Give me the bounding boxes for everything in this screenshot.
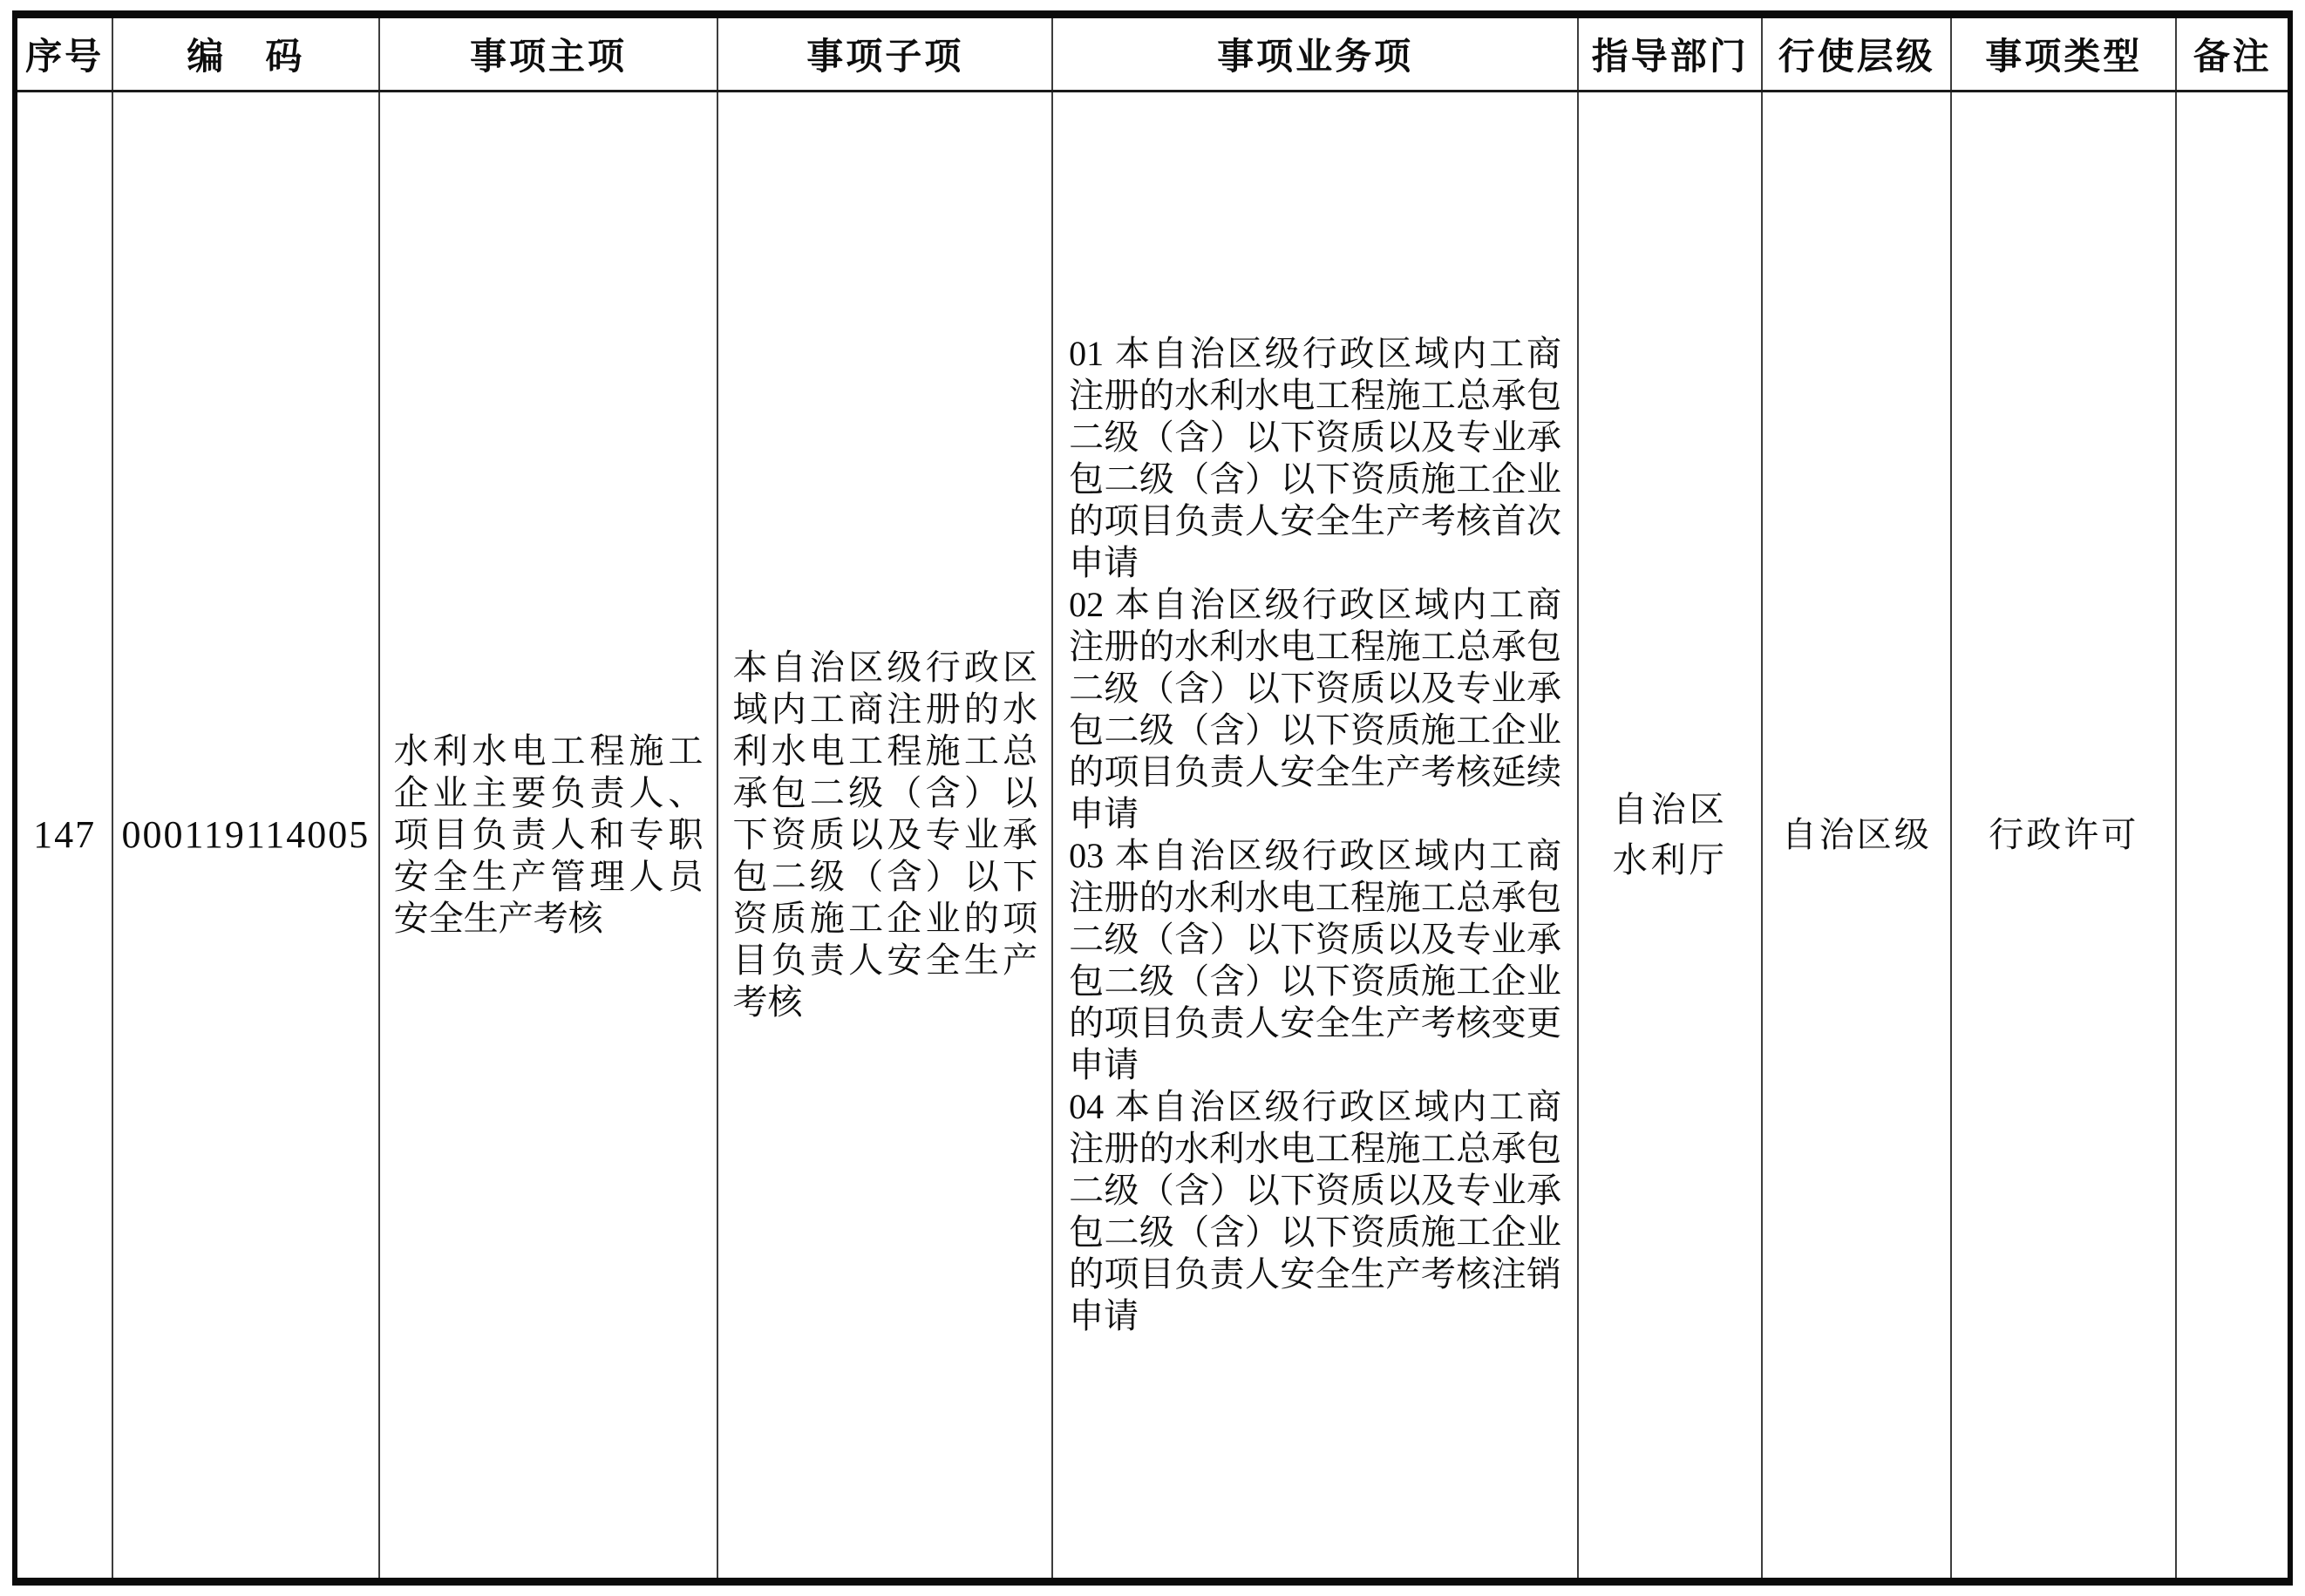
exercise-level: 自治区级 <box>1781 815 1932 854</box>
department-line-2: 水利厅 <box>1612 840 1728 879</box>
cell-serial <box>15 92 112 1582</box>
header-serial: 序号 <box>15 15 112 92</box>
cell-level <box>1762 92 1951 1582</box>
header-type: 事项类型 <box>1951 15 2176 92</box>
header-department: 指导部门 <box>1578 15 1762 92</box>
cell-main-item: 水利水电工程施工企业主要负责人、项目负责人和专职安全生产管理人员安全生产考核 <box>379 92 718 1582</box>
cell-department <box>1578 92 1762 1582</box>
business-item-02: 02 本自治区级行政区域内工商注册的水利水电工程施工总承包二级（含）以下资质以及专业承包二级（含）以下资质施工企业的项目负责人安全生产考核延续申请 <box>1069 585 1562 833</box>
item-code: 000119114005 <box>121 812 371 856</box>
cell-remark <box>2176 92 2290 1582</box>
cell-type <box>1951 92 2176 1582</box>
table-header-row <box>15 15 2290 92</box>
header-sub-item: 事项子项 <box>717 15 1052 92</box>
cell-sub-item: 本自治区级行政区域内工商注册的水利水电工程施工总承包二级（含）以下资质以及专业承包二级（含）以下资质施工企业的项目负责人安全生产考核 <box>717 92 1052 1582</box>
cell-code <box>112 92 378 1582</box>
department-name <box>1579 784 1761 886</box>
business-item-03: 03 本自治区级行政区域内工商注册的水利水电工程施工总承包二级（含）以下资质以及专业承包二级（含）以下资质施工企业的项目负责人安全生产考核变更申请 <box>1069 836 1562 1084</box>
table-row <box>15 92 2290 1582</box>
header-level: 行使层级 <box>1762 15 1951 92</box>
admin-items-table <box>12 10 2293 1586</box>
department-line-1: 自治区 <box>1612 790 1728 829</box>
item-type: 行政许可 <box>1989 815 2139 854</box>
cell-business-items <box>1052 92 1578 1582</box>
business-item-04: 04 本自治区级行政区域内工商注册的水利水电工程施工总承包二级（含）以下资质以及专业承包二级（含）以下资质施工企业的项目负责人安全生产考核注销申请 <box>1069 1087 1562 1335</box>
header-code: 编 码 <box>112 15 378 92</box>
business-item-01: 01 本自治区级行政区域内工商注册的水利水电工程施工总承包二级（含）以下资质以及专业承包二级（含）以下资质施工企业的项目负责人安全生产考核首次申请 <box>1069 334 1562 582</box>
header-main-item: 事项主项 <box>379 15 718 92</box>
serial-number: 147 <box>33 812 97 856</box>
header-business-item: 事项业务项 <box>1052 15 1578 92</box>
header-remark: 备注 <box>2176 15 2290 92</box>
